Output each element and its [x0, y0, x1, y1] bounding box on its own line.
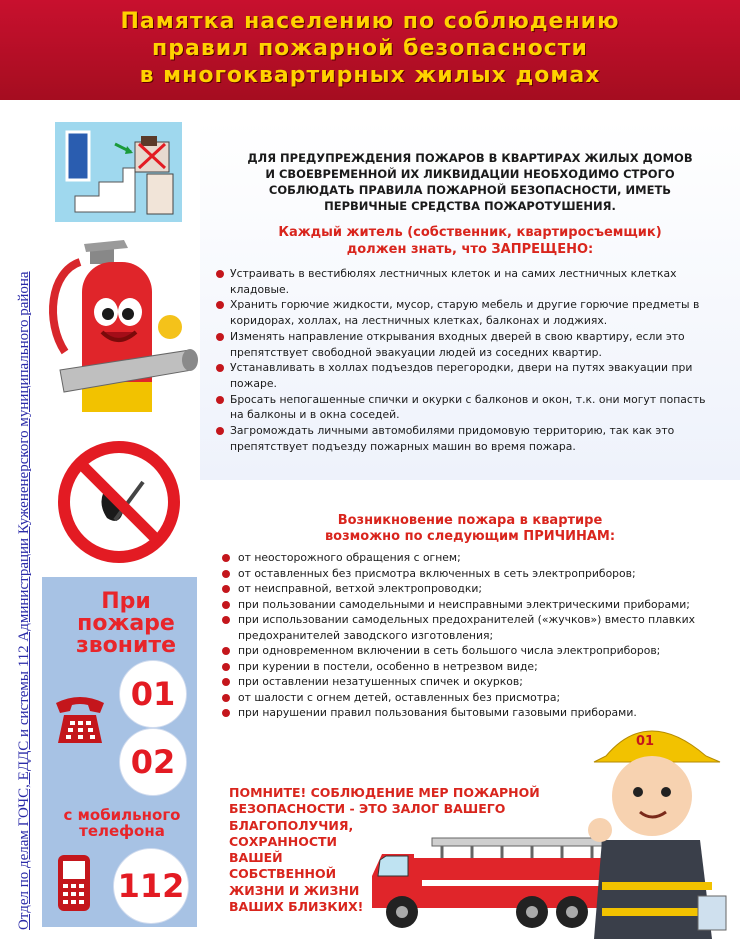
- causes-title: Возникновение пожара в квартире возможно по следующим ПРИЧИНАМ:: [324, 513, 616, 544]
- intro-text: ДЛЯ ПРЕДУПРЕЖДЕНИЯ ПОЖАРОВ В КВАРТИРАХ ЖИЛЫХ ДОМОВ И СВОЕВРЕМЕННОЙ ИХ ЛИКВИДАЦИИ НЕОБХОДИМО СТРОГО СОБЛЮДАТЬ ПРАВИЛА ПОЖАРНОЙ БЕЗОПАСНОСТИ, ИМЕТЬ ПЕРВИЧНЫЕ СРЕДСТВА ПОЖАРОТУШЕНИЯ.: [247, 151, 693, 213]
- list-item: от неисправной, ветхой электропроводки;: [220, 581, 720, 597]
- list-item: Изменять направление открывания входных дверей в свою квартиру, если это препятствует свободной эвакуации людей из соседних квартир.: [214, 329, 714, 360]
- list-item: при одновременном включении в сеть большого числа электроприборов;: [220, 643, 720, 659]
- causes-list: [220, 550, 720, 721]
- mobile-phone-icon: [54, 853, 94, 913]
- poster-title: Памятка населению по соблюдению правил пожарной безопасности в многоквартирных жилых домах: [120, 9, 620, 88]
- list-item: при курении в постели, особенно в нетрезвом виде;: [220, 659, 720, 675]
- list-item: при использовании самодельных предохранителей («жучков») вместо плавких предохранителей заводского изготовления;: [220, 612, 720, 643]
- number-112: 112: [114, 849, 188, 923]
- mobile-title: с мобильного телефона: [63, 806, 181, 840]
- forbidden-list: [214, 266, 714, 454]
- list-item: Устанавливать в холлах подъездов перегородки, двери на путях эвакуации при пожаре.: [214, 360, 714, 391]
- remember-text: ПОМНИТЕ! СОБЛЮДЕНИЕ МЕР ПОЖАРНОЙ БЕЗОПАСНОСТИ - ЭТО ЗАЛОГ ВАШЕГО БЛАГОПОЛУЧИЯ, СОХРАННОСТИ ВАШЕЙ СОБСТВЕННОЙ ЖИЗНИ И ЖИЗНИ ВАШИХ БЛИЗКИХ!: [229, 785, 540, 915]
- fireman: [588, 712, 740, 939]
- number-02: 02: [120, 729, 186, 795]
- list-item: Устраивать в вестибюлях лестничных клеток и на самих лестничных клетках кладовые.: [214, 266, 714, 297]
- side-caption-link[interactable]: Отдел по делам ГОЧС, ЕДДС и системы 112 Администрации Кужененерского муниципального района: [16, 271, 32, 930]
- call-title: При пожаре звоните: [75, 589, 177, 658]
- stairs-illustration: [55, 122, 182, 222]
- list-item: при оставлении незатушенных спичек и окурков;: [220, 674, 720, 690]
- emergency-call-panel: [42, 577, 197, 927]
- list-item: от оставленных без присмотра включенных в сеть электроприборов;: [220, 566, 720, 582]
- number-01: 01: [120, 661, 186, 727]
- helmet-number: 01: [636, 734, 655, 749]
- forbidden-title: Каждый житель (собственник, квартиросъемщик) должен знать, что ЗАПРЕЩЕНО:: [278, 225, 662, 257]
- list-item: от неосторожного обращения с огнем;: [220, 550, 720, 566]
- list-item: от шалости с огнем детей, оставленных без присмотра;: [220, 690, 720, 706]
- phone-icon: [50, 689, 110, 749]
- no-fire-icon: [57, 440, 182, 565]
- list-item: Загромождать личными автомобилями придомовую территорию, так как это препятствует подъезду пожарных машин во время пожара.: [214, 423, 714, 454]
- list-item: при пользовании самодельными и неисправными электрическими приборами;: [220, 597, 720, 613]
- list-item: Хранить горючие жидкости, мусор, старую мебель и другие горючие предметы в коридорах, холлах, на лестничных клетках, балконах и лоджиях.: [214, 297, 714, 328]
- fire-extinguisher-mascot: [40, 232, 200, 432]
- list-item: при нарушении правил пользования бытовыми газовыми приборами.: [220, 705, 720, 721]
- list-item: Бросать непогашенные спички и окурки с балконов и окон, т.к. они могут попасть на балконы и в окна соседей.: [214, 392, 714, 423]
- header-banner: [0, 0, 740, 100]
